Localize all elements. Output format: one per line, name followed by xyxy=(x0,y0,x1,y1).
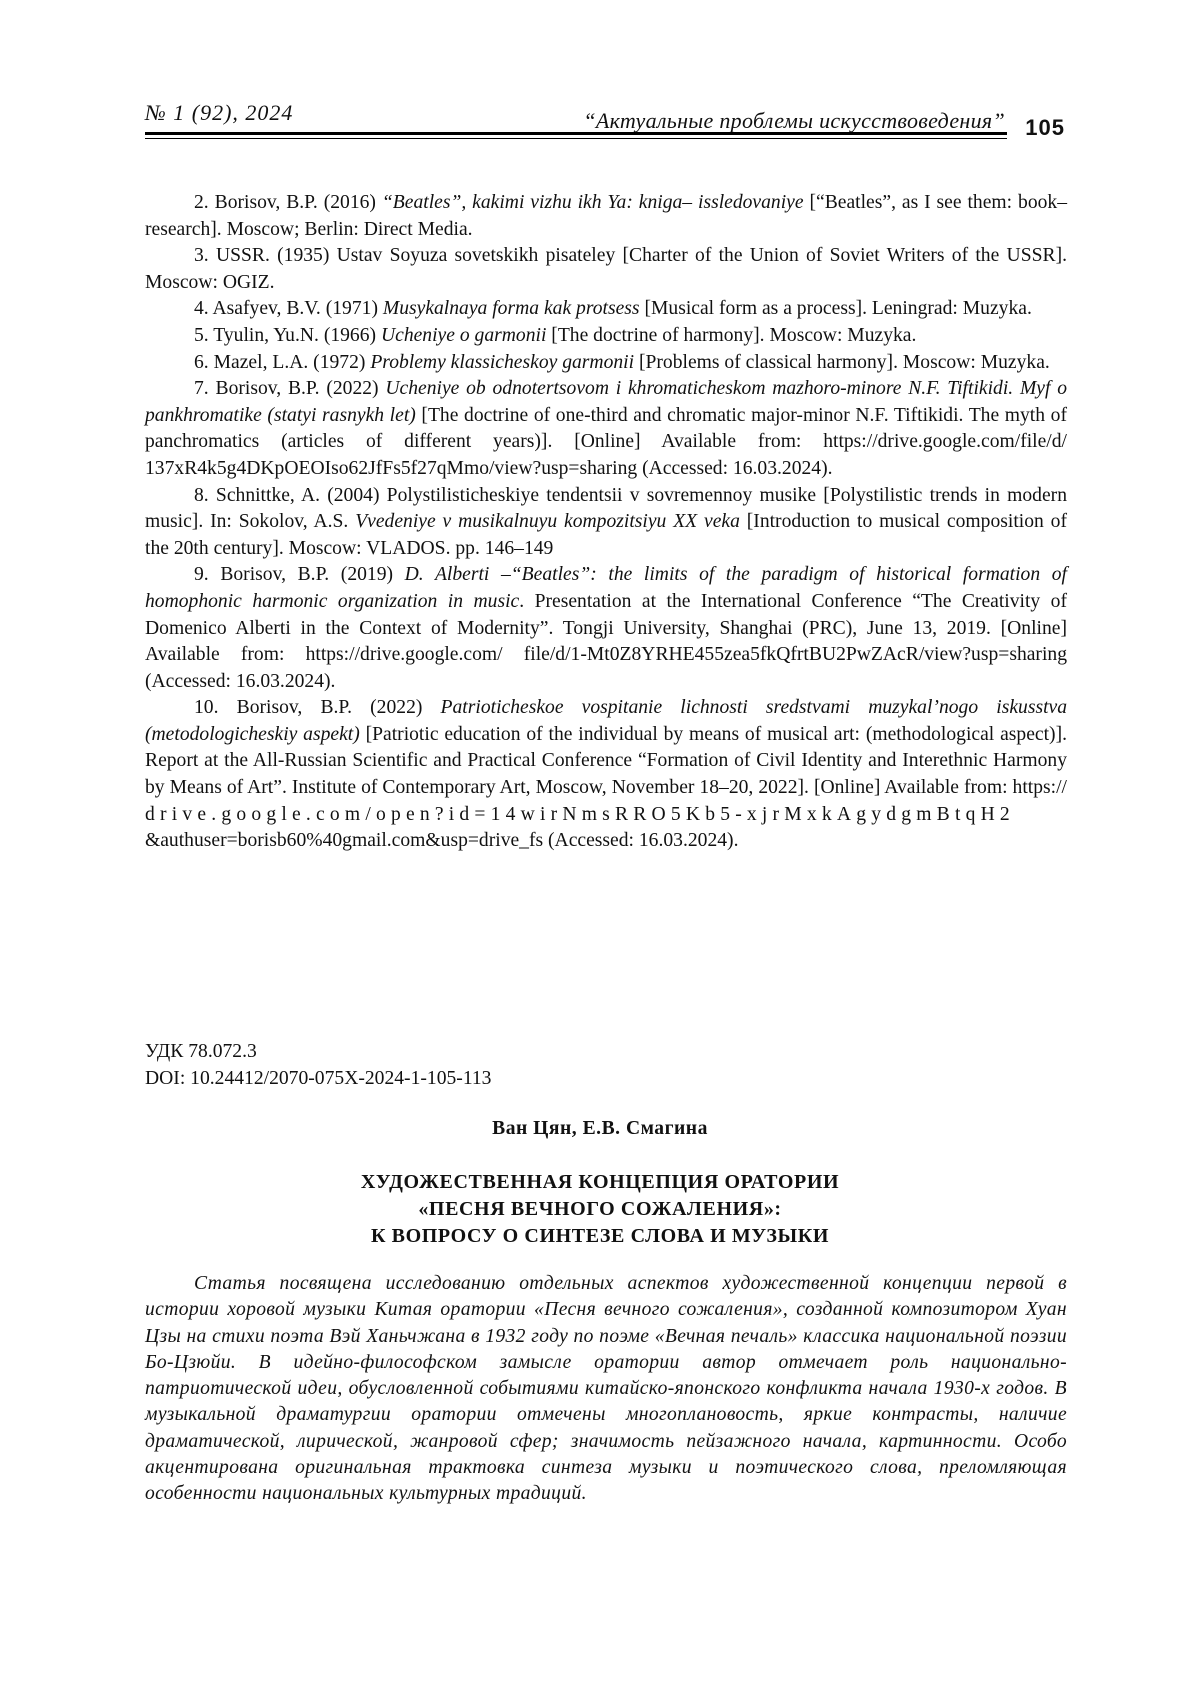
reference-title: Musykalnaya forma kak protsess xyxy=(383,298,640,319)
reference-list xyxy=(145,190,1067,855)
reference-title: Vvedeniye v musikalnuyu kompozitsiyu XX veka xyxy=(355,511,740,532)
reference-item: 8. Schnittke, A. (2004) Polystilisticheskiye tendentsii v sovremennoy musike [Polystilistic trends in modern music]. In: Sokolov, A.S. Vvedeniye v musikalnuyu kompozitsiyu XX veka [Introduction to musical composition of the 20th century]. Moscow: VLADOS. pp. 146–149 xyxy=(145,483,1067,563)
article-authors: Ван Цян, Е.В. Смагина xyxy=(0,1118,1200,1140)
reference-title: Problemy klassicheskoy garmonii xyxy=(370,352,634,373)
reference-title: Patrioticheskoe vospitanie lichnosti sredstvami muzykal’nogo iskusstva (metodologicheskiy aspekt) xyxy=(145,697,1067,745)
article-title-line: ХУДОЖЕСТВЕННАЯ КОНЦЕПЦИЯ ОРАТОРИИ xyxy=(0,1169,1200,1196)
reference-title: Ucheniye ob odnotertsovom i khromaticheskom mazhoro-minore N.F. Tiftikidi. Myf o pankhromatike (statyi rasnykh let) xyxy=(145,378,1067,426)
udk-code: УДК 78.072.3 xyxy=(145,1038,491,1065)
reference-item: 5. Tyulin, Yu.N. (1966) Ucheniye o garmonii [The doctrine of harmony]. Moscow: Muzyka. xyxy=(145,323,1067,350)
reference-link[interactable]: [Online] Available from: https://drive.google.com/file/d/ 137xR4k5g4DKpOEOIso62JfFs5f27qMmo/view?usp=sharing (Accessed: 16.03.2024). xyxy=(145,431,1067,479)
article-title-line: «ПЕСНЯ ВЕЧНОГО СОЖАЛЕНИЯ»: xyxy=(0,1196,1200,1223)
journal-title: “Актуальные проблемы искусствоведения” xyxy=(583,108,1005,134)
reference-title: D. Alberti –“Beatles”: the limits of the paradigm of historical formation of homophonic harmonic organization in music xyxy=(145,564,1067,612)
reference-item: 7. Borisov, B.P. (2022) Ucheniye ob odnotertsovom i khromaticheskom mazhoro-minore N.F. Tiftikidi. Myf o pankhromatike (statyi rasnykh let) [The doctrine of one-third and chromatic major-minor N.F. Tiftikidi. The myth of panchromatics (articles of different years)]. [Online] Available from: https://drive.google.com/file/d/ 137xR4k5g4DKpOEOIso62JfFs5f27qMmo/view?usp=sharing (Accessed: 16.03.2024). xyxy=(145,376,1067,482)
header-rule-thick xyxy=(145,132,1007,135)
header-rule-thin xyxy=(145,138,1007,139)
article-title xyxy=(0,1169,1200,1250)
article-meta xyxy=(145,1038,491,1092)
reference-item: 2. Borisov, B.P. (2016) “Beatles”, kakimi vizhu ikh Ya: kniga– issledovaniye [“Beatles”, as I see them: book–research]. Moscow; Berlin: Direct Media. xyxy=(145,190,1067,243)
reference-item: 9. Borisov, B.P. (2019) D. Alberti –“Beatles”: the limits of the paradigm of historical formation of homophonic harmonic organization in music. Presentation at the International Conference “The Creativity of Domenico Alberti in the Context of Modernity”. Tongji University, Shanghai (PRC), June 13, 2019. [Online] Available from: https://drive.google.com/ file/d/1-Mt0Z8YRHE455zea5fkQfrtBU2PwZAcR/view?usp=sharing (Accessed: 16.03.2024). xyxy=(145,562,1067,695)
reference-link[interactable]: drive.google.com/open?id=14wirNmsRRO5Kb5-xjrMxkAgydgmBtqH2 xyxy=(145,804,1015,825)
reference-item: 6. Mazel, L.A. (1972) Problemy klassicheskoy garmonii [Problems of classical harmony]. Moscow: Muzyka. xyxy=(145,350,1067,377)
issue-number: № 1 (92), 2024 xyxy=(145,100,293,126)
article-abstract: Статья посвящена исследованию отдельных аспектов художественной концепции первой в истории хоровой музыки Китая оратории «Песня вечного сожаления», созданной композитором Хуан Цзы на стихи поэта Вэй Ханьчжана в 1932 году по поэме «Вечная печаль» классика национальной поэзии Бо-Цзюйи. В идейно-философском замысле оратории автор отмечает роль национально-патриотической идеи, обусловленной событиями китайско-японского конфликта начала 1930-х годов. В музыкальной драматургии оратории отмечены многоплановость, яркие контрасты, наличие драматической, лирической, жанровой сфер; значимость пейзажного начала, картинности. Особо акцентирована оригинальная трактовка синтеза музыки и поэтического слова, преломляющая особенности национальных культурных традиций. xyxy=(145,1271,1067,1508)
journal-page xyxy=(0,0,1200,1698)
reference-title: Ucheniye o garmonii xyxy=(381,325,546,346)
reference-title: “Beatles”, kakimi vizhu ikh Ya: kniga– issledovaniye xyxy=(382,192,804,213)
article-title-line: К ВОПРОСУ О СИНТЕЗЕ СЛОВА И МУЗЫКИ xyxy=(0,1223,1200,1250)
reference-item: 10. Borisov, B.P. (2022) Patrioticheskoe vospitanie lichnosti sredstvami muzykal’nogo iskusstva (metodologicheskiy aspekt) [Patriotic education of the individual by means of musical art: (methodological aspect)]. Report at the All-Russian Scientific and Practical Conference “Formation of Civil Identity and Interethnic Harmony by Means of Art”. Institute of Contemporary Art, Moscow, November 18–20, 2022]. [Online] Available from: https:// drive.google.com/open?id=14wirNmsRRO5Kb5-xjrMxkAgydgmBtqH2 &authuser=borisb60%40gmail.com&usp=drive_fs (Accessed: 16.03.2024). xyxy=(145,695,1067,855)
reference-item: 3. USSR. (1935) Ustav Soyuza sovetskikh pisateley [Charter of the Union of Soviet Writers of the USSR]. Moscow: OGIZ. xyxy=(145,243,1067,296)
doi[interactable]: DOI: 10.24412/2070-075X-2024-1-105-113 xyxy=(145,1065,491,1092)
page-number: 105 xyxy=(1025,115,1065,141)
running-header xyxy=(145,96,1065,144)
reference-item: 4. Asafyev, B.V. (1971) Musykalnaya forma kak protsess [Musical form as a process]. Leningrad: Muzyka. xyxy=(145,296,1067,323)
